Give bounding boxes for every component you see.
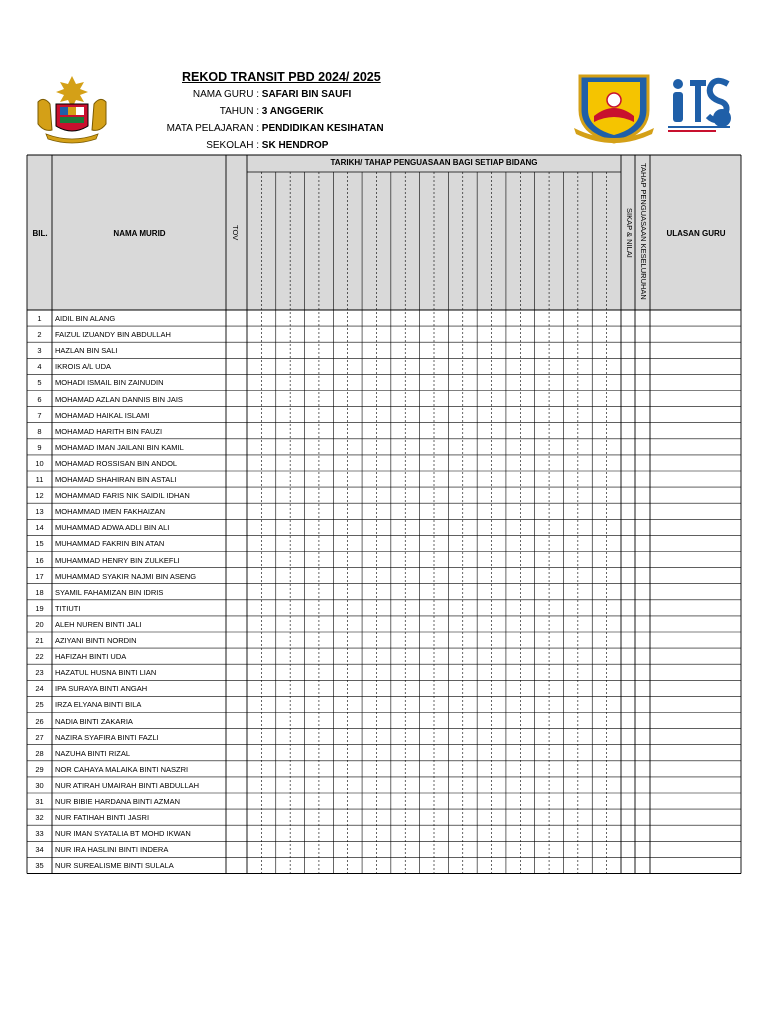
field-value: SK HENDROP — [261, 140, 329, 151]
header-tov: TOV — [231, 225, 240, 241]
row-number: 13 — [35, 507, 44, 517]
student-name: SYAMIL FAHAMIZAN BIN IDRIS — [55, 587, 164, 597]
row-number: 7 — [37, 410, 42, 420]
row-number: 15 — [35, 539, 44, 549]
student-name: MUHAMMAD HENRY BIN ZULKEFLI — [55, 555, 180, 565]
student-name: NUR IMAN SYATALIA BT MOHD IKWAN — [55, 829, 191, 839]
header-nama-murid: NAMA MURID — [113, 229, 166, 238]
student-name: MOHADI ISMAIL BIN ZAINUDIN — [55, 378, 164, 388]
student-name: NOR CAHAYA MALAIKA BINTI NASZRI — [55, 764, 189, 774]
field-value: 3 ANGGERIK — [261, 106, 324, 117]
student-name: AZIYANI BINTI NORDIN — [55, 636, 137, 645]
student-name: MUHAMMAD ADWA ADLI BIN ALI — [55, 523, 170, 533]
field-value: PENDIDIKAN KESIHATAN — [261, 123, 384, 134]
student-name: AIDIL BIN ALANG — [55, 314, 116, 323]
row-number: 16 — [35, 555, 44, 565]
row-number: 18 — [35, 587, 44, 597]
student-name: ALEH NUREN BINTI JALI — [55, 619, 142, 629]
header-sikap: SIKAP & NILAI — [625, 208, 634, 258]
student-name: MOHAMAD IMAN JAILANI BIN KAMIL — [55, 442, 184, 452]
row-number: 8 — [37, 426, 42, 436]
row-number: 32 — [35, 813, 44, 823]
student-name: MOHAMAD HAIKAL ISLAMI — [55, 410, 150, 420]
row-number: 1 — [37, 314, 42, 323]
row-number: 11 — [35, 475, 44, 484]
row-number: 29 — [35, 764, 44, 774]
row-number: 27 — [35, 732, 44, 742]
student-name: MOHAMAD ROSSISAN BIN ANDOL — [55, 458, 178, 468]
row-number: 25 — [35, 700, 44, 710]
student-name: TITIUTI — [55, 603, 81, 613]
row-number: 30 — [35, 780, 44, 790]
student-name: NADIA BINTI ZAKARIA — [55, 716, 133, 726]
field-label: NAMA GURU : — [192, 89, 259, 100]
row-number: 10 — [35, 458, 44, 468]
row-number: 21 — [35, 636, 44, 645]
student-name: FAIZUL IZUANDY BIN ABDULLAH — [55, 330, 171, 340]
row-number: 20 — [35, 619, 44, 629]
row-number: 34 — [35, 845, 44, 855]
row-number: 2 — [37, 330, 42, 340]
student-name: NUR SUREALISME BINTI SULALA — [55, 861, 174, 871]
row-number: 19 — [35, 603, 44, 613]
student-name: IKROIS A/L UDA — [55, 362, 111, 372]
student-name: NAZUHA BINTI RIZAL — [55, 748, 131, 758]
row-number: 6 — [37, 394, 42, 404]
student-name: NAZIRA SYAFIRA BINTI FAZLI — [55, 732, 159, 742]
row-number: 9 — [37, 442, 42, 452]
student-name: HAFIZAH BINTI UDA — [55, 652, 127, 662]
row-number: 22 — [35, 652, 44, 662]
field-label: TAHUN : — [219, 106, 259, 117]
row-number: 3 — [37, 346, 42, 356]
row-number: 31 — [35, 797, 44, 806]
student-name: IRZA ELYANA BINTI BILA — [55, 700, 142, 710]
row-number: 5 — [37, 378, 42, 388]
row-number: 12 — [35, 491, 44, 501]
row-number: 23 — [35, 668, 44, 678]
row-number: 26 — [35, 716, 44, 726]
row-number: 24 — [35, 684, 44, 694]
header-ulasan: ULASAN GURU — [666, 229, 726, 238]
header-bil: BIL. — [32, 229, 48, 238]
header-tahap: TAHAP PENGUASAAN KESELURUHAN — [639, 163, 648, 300]
student-name: MUHAMMAD FAKRIN BIN ATAN — [55, 539, 165, 549]
student-name: HAZATUL HUSNA BINTI LIAN — [55, 668, 157, 678]
student-name: MOHAMMAD FARIS NIK SAIDIL IDHAN — [55, 491, 190, 501]
student-name: IPA SURAYA BINTI ANGAH — [55, 684, 148, 694]
field-value: SAFARI BIN SAUFI — [261, 89, 352, 100]
row-number: 14 — [35, 523, 44, 533]
row-number: 33 — [35, 829, 44, 839]
row-number: 17 — [35, 571, 44, 581]
page-title: REKOD TRANSIT PBD 2024/ 2025 — [182, 70, 381, 84]
student-name: MOHAMAD HARITH BIN FAUZI — [55, 426, 163, 436]
student-name: MUHAMMAD SYAKIR NAJMI BIN ASENG — [55, 571, 197, 581]
student-name: MOHAMMAD IMEN FAKHAIZAN — [55, 507, 166, 517]
row-number: 4 — [37, 362, 42, 372]
student-name: NUR ATIRAH UMAIRAH BINTI ABDULLAH — [55, 780, 200, 790]
student-name: NUR IRA HASLINI BINTI INDERA — [55, 845, 169, 855]
student-name: MOHAMAD AZLAN DANNIS BIN JAIS — [55, 394, 183, 404]
student-name: HAZLAN BIN SALI — [55, 346, 118, 356]
student-name: NUR FATIHAH BINTI JASRI — [55, 813, 150, 823]
row-number: 28 — [35, 748, 44, 758]
student-name: NUR BIBIE HARDANA BINTI AZMAN — [55, 797, 181, 806]
field-label: SEKOLAH : — [206, 140, 259, 151]
row-number: 35 — [35, 861, 44, 871]
field-label: MATA PELAJARAN : — [166, 123, 259, 134]
header-tarikh: TARIKH/ TAHAP PENGUASAAN BAGI SETIAP BIDANG — [330, 158, 538, 167]
student-name: MOHAMAD SHAHIRAN BIN ASTALI — [55, 475, 177, 484]
